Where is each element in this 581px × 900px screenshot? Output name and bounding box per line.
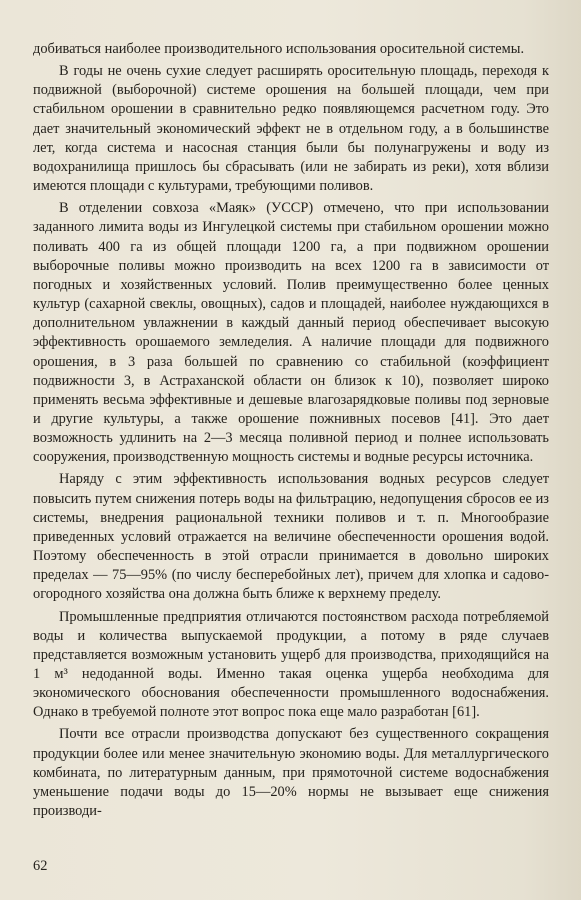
paragraph-6: Почти все отрасли производства допускают без существенного сокращения продукции более или менее значительную экономию воды. Для металлургического комбината, по литературным данным, при прямоточной системе водоснабжения уменьшение подачи воды до 15—20% нормы не вызывает еще снижения производи-: [33, 726, 549, 820]
paragraph-5: Промышленные предприятия отличаются постоянством расхода потребляемой воды и количества выпускаемой продукции, а потому в ряде случаев представляется возможным установить ущерб для производства, приходящийся на 1 м³ недоданной воды. Именно такая оценка ущерба необходима для экономического обоснования обеспеченности промышленного водоснабжения. Однако в требуемой полноте этот вопрос пока еще мало разработан [61].: [33, 608, 549, 721]
paragraph-4: Наряду с этим эффективность использования водных ресурсов следует повысить путем снижения потерь воды на фильтрацию, недопущения сбросов ее из системы, внедрения рациональной техники поливов и т. п. Многообразие приведенных условий отражается на величине обеспеченности орошения водой. Поэтому обеспеченность в этой отрасли принимается в довольно широких пределах — 75—95% (по числу бесперебойных лет), причем для хлопка и садово-огородного хозяйства она должна быть ближе к верхнему пределу.: [33, 471, 549, 603]
paragraph-1: добиваться наиболее производительного использования оросительной системы.: [33, 41, 525, 57]
body-text: [33, 40, 549, 824]
paragraph-2: В годы не очень сухие следует расширять оросительную площадь, переходя к подвижной (выборочной) системе орошения на большей площади, чем при стабильном орошении в сравнительно редко появляющемся расчетном году. Это дает значительный экономический эффект не в отдельном году, а в большинстве лет, когда система и насосная станция были бы полунагружены и воду из водохранилища пришлось бы сбрасывать (или не забирать из реки), хотя вблизи имеются площади с культурами, требующими поливов.: [33, 63, 549, 195]
page-number: 62: [33, 858, 48, 874]
paragraph-3: В отделении совхоза «Маяк» (УССР) отмечено, что при использовании заданного лимита воды из Ингулецкой системы при стабильном орошении можно поливать 400 га из общей площади 1200 га, а при подвижном орошении выборочные поливы можно производить на всех 1200 га в зависимости от погодных и хозяйственных условий. Полив преимущественно более ценных культур (сахарной свеклы, овощных), садов и площадей, наиболее нуждающихся в дополнительном увлажнении в каждый данный период обеспечивает высокую эффективность орошаемого земледелия. А наличие площади для подвижного орошения, в 3 раза большей по сравнению со стабильной (коэффициент подвижности 3, в Астраханской области он близок к 10), позволяет широко применять весьма эффективные и дешевые влагозарядковые поливы под зерновые и другие культуры, а также орошение пожнивных посевов [41]. Это дает возможность удлинить на 2—3 месяца поливной период и полнее использовать сооружения, производственную мощность системы и водные ресурсы источника.: [33, 200, 549, 466]
